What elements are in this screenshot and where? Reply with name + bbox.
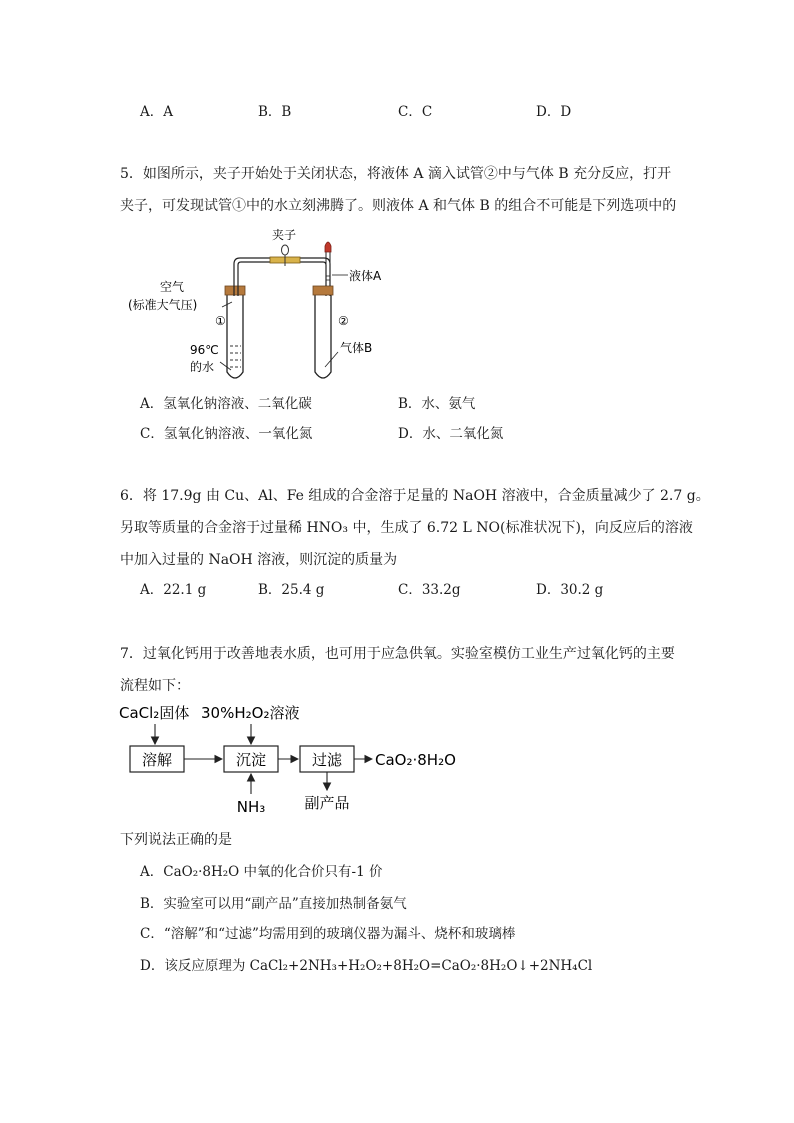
tube-2-label: ② xyxy=(338,314,349,328)
q5-stem-line2: 夹子，可发现试管①中的水立刻沸腾了。则液体 A 和气体 B 的组合不可能是下列选项中的 xyxy=(120,198,677,214)
q4-option-a: A．A xyxy=(140,104,173,120)
q6-stem-line3: 中加入过量的 NaOH 溶液，则沉淀的质量为 xyxy=(120,552,398,568)
water-temp-label: 96℃ xyxy=(190,343,219,357)
q5-apparatus-figure xyxy=(120,222,420,387)
water-label: 的水 xyxy=(190,360,215,374)
q4-option-d: D．D xyxy=(536,104,572,120)
q4-option-b: B．B xyxy=(258,104,292,120)
q7-process-flowchart xyxy=(115,700,475,820)
q5-option-d: D．水、二氧化氮 xyxy=(398,426,504,442)
flow-box-filter-label: 过滤 xyxy=(311,751,343,769)
flow-box-precipitate-label: 沉淀 xyxy=(235,751,267,769)
q7-option-d: D．该反应原理为 CaCl₂+2NH₃+H₂O₂+8H₂O=CaO₂·8H₂O↓+2NH₄Cl xyxy=(140,958,593,974)
air-label: 空气 xyxy=(160,280,185,294)
test-tube-1 xyxy=(227,294,243,378)
flow-product: CaO₂·8H₂O xyxy=(375,751,456,769)
stopper-1 xyxy=(225,286,245,295)
clamp-label: 夹子 xyxy=(272,228,297,242)
q5-option-b: B．水、氨气 xyxy=(398,396,476,412)
q7-option-b: B．实验室可以用“副产品”直接加热制备氨气 xyxy=(140,896,407,912)
q5-option-c: C．氢氧化钠溶液、一氧化氮 xyxy=(140,426,313,442)
q6-option-a: A．22.1 g xyxy=(140,582,207,598)
tube-1-label: ① xyxy=(215,314,226,328)
q7-stem-line1: 7．过氧化钙用于改善地表水质，也可用于应急供氧。实验室模仿工业生产过氧化钙的主要 xyxy=(120,646,675,662)
q6-stem-line1: 6．将 17.9g 由 Cu、Al、Fe 组成的合金溶于足量的 NaOH 溶液中，合金质量减少了 2.7 g。 xyxy=(120,488,710,504)
dropper-bulb-icon xyxy=(325,242,331,252)
flow-byproduct: 副产品 xyxy=(304,794,350,812)
flow-nh3: NH₃ xyxy=(236,798,266,816)
q6-stem-line2: 另取等质量的合金溶于过量稀 HNO₃ 中，生成了 6.72 L NO(标准状况下)，向反应后的溶液 xyxy=(120,520,693,536)
q6-option-d: D．30.2 g xyxy=(536,582,604,598)
liquid-a-label: 液体A xyxy=(349,269,382,283)
flow-input-cacl2: CaCl₂固体 xyxy=(119,704,190,722)
test-tube-2 xyxy=(315,294,331,378)
air-pressure-label: (标准大气压) xyxy=(128,298,198,312)
q7-stem-line2: 流程如下： xyxy=(120,678,190,694)
gas-b-label: 气体B xyxy=(340,341,373,355)
q7-option-a: A．CaO₂·8H₂O 中氧的化合价只有-1 价 xyxy=(140,864,383,880)
q6-option-b: B．25.4 g xyxy=(258,582,325,598)
flow-box-dissolve-label: 溶解 xyxy=(141,751,173,769)
q5-stem-line1: 5．如图所示，夹子开始处于关闭状态，将液体 A 滴入试管②中与气体 B 充分反应，打开 xyxy=(120,166,672,182)
flow-input-h2o2: 30%H₂O₂溶液 xyxy=(201,704,300,722)
q7-prompt: 下列说法正确的是 xyxy=(120,832,232,848)
stopper-2 xyxy=(313,286,333,295)
q5-option-a: A．氢氧化钠溶液、二氧化碳 xyxy=(140,396,312,412)
q7-option-c: C．“溶解”和“过滤”均需用到的玻璃仪器为漏斗、烧杯和玻璃棒 xyxy=(140,926,516,942)
q4-option-c: C．C xyxy=(398,104,433,120)
q6-option-c: C．33.2g xyxy=(398,582,461,598)
